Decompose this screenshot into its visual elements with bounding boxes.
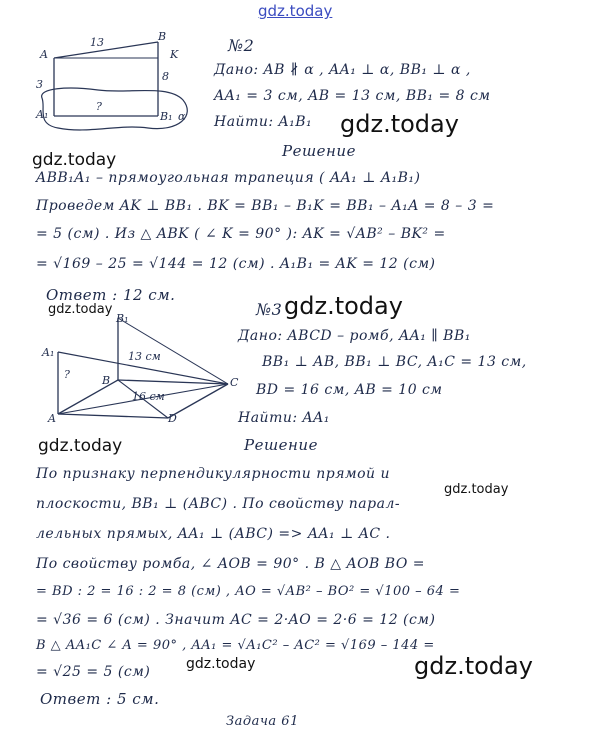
problem2-step-3: = 5 (см) . Из △ ABK ( ∠ K = 90° ): AK = √AB² – BK² =	[36, 226, 446, 242]
fig3-label-a1: A₁	[42, 346, 55, 359]
problem3-step-6: = √36 = 6 (см) . Значит AC = 2·AO = 2·6 = 12 (см)	[36, 612, 436, 628]
problem3-given-2: BB₁ ⊥ AB, BB₁ ⊥ BC, A₁C = 13 см,	[262, 354, 527, 370]
problem2-given-2: AA₁ = 3 см, AB = 13 см, BB₁ = 8 см	[214, 88, 491, 104]
problem2-solution-title: Решение	[282, 142, 356, 160]
fig2-label-b1: B₁	[160, 110, 173, 123]
problem3-step-5: = BD : 2 = 16 : 2 = 8 (см) , AO = √AB² – BO² = √100 – 64 =	[36, 584, 461, 599]
fig3-label-b1: B₁	[116, 312, 129, 325]
fig2-label-13: 13	[90, 36, 104, 49]
problem2-given-1: Дано: AB ∦ α , AA₁ ⊥ α, BB₁ ⊥ α ,	[214, 62, 471, 78]
fig2-label-k: K	[170, 48, 179, 61]
problem3-step-2: плоскости, BB₁ ⊥ (ABC) . По свойству парал-	[36, 496, 401, 512]
fig3-label-16: 16 см	[132, 390, 165, 403]
fig2-label-a: A	[40, 48, 48, 61]
problem3-step-7: В △ AA₁C ∠ A = 90° , AA₁ = √A₁C² – AC² = √169 – 144 =	[36, 638, 435, 653]
watermark-2: gdz.today	[340, 110, 459, 138]
fig2-label-b: B	[158, 30, 167, 43]
problem3-solution-title: Решение	[244, 436, 318, 454]
problem3-number: №3	[256, 300, 283, 319]
problem2-find: Найти: A₁B₁	[214, 114, 313, 130]
fig2-label-alpha: α	[178, 110, 186, 123]
fig2-label-3: 3	[36, 78, 43, 91]
fig3-label-d: D	[168, 412, 177, 425]
problem2-step-2: Проведем AK ⊥ BB₁ . BK = BB₁ – B₁K = BB₁ – A₁A = 8 – 3 =	[36, 198, 495, 214]
fig3-label-q: ?	[64, 368, 70, 381]
fig3-label-13: 13 см	[128, 350, 161, 363]
segment-da	[58, 414, 168, 418]
watermark-7: gdz.today	[444, 482, 509, 497]
fig3-label-a: A	[48, 412, 56, 425]
watermark-top-link[interactable]: gdz.today	[258, 2, 333, 20]
problem3-find: Найти: AA₁	[238, 410, 330, 426]
problem2-answer: Ответ : 12 см.	[46, 286, 176, 304]
watermark-4: gdz.today	[48, 302, 113, 317]
watermark-3: gdz.today	[32, 150, 117, 170]
problem3-step-4: По свойству ромба, ∠ AOB = 90° . В △ AOB BO =	[36, 556, 425, 572]
fig2-label-a1: A₁	[36, 108, 49, 121]
segment-ab	[54, 42, 158, 58]
fig3-label-c: C	[230, 376, 239, 389]
problem3-step-3: лельных прямых, AA₁ ⊥ (ABC) => AA₁ ⊥ AC .	[36, 526, 391, 542]
watermark-9: gdz.today	[414, 652, 533, 680]
problem3-given-1: Дано: ABCD – ромб, AA₁ ∥ BB₁	[238, 328, 471, 344]
problem2-number: №2	[228, 36, 255, 55]
watermark-8: gdz.today	[186, 656, 256, 672]
problem3-step-8: = √25 = 5 (см)	[36, 664, 151, 680]
problem3-answer: Ответ : 5 см.	[40, 690, 160, 708]
fig3-label-b: B	[102, 374, 111, 387]
problem3-step-1: По признаку перпендикулярности прямой и	[36, 466, 391, 482]
problem2-step-1: ABB₁A₁ – прямоугольная трапеция ( AA₁ ⊥ A₁B₁)	[36, 170, 421, 186]
fig2-label-8: 8	[162, 70, 169, 83]
watermark-6: gdz.today	[38, 436, 123, 456]
footer-fragment: Задача 61	[226, 714, 299, 729]
problem3-given-3: BD = 16 см, AB = 10 см	[256, 382, 443, 398]
problem3-figure	[40, 312, 240, 422]
watermark-5: gdz.today	[284, 292, 403, 320]
fig2-label-q: ?	[96, 100, 102, 113]
problem2-step-4: = √169 – 25 = √144 = 12 (см) . A₁B₁ = AK = 12 (см)	[36, 256, 436, 272]
